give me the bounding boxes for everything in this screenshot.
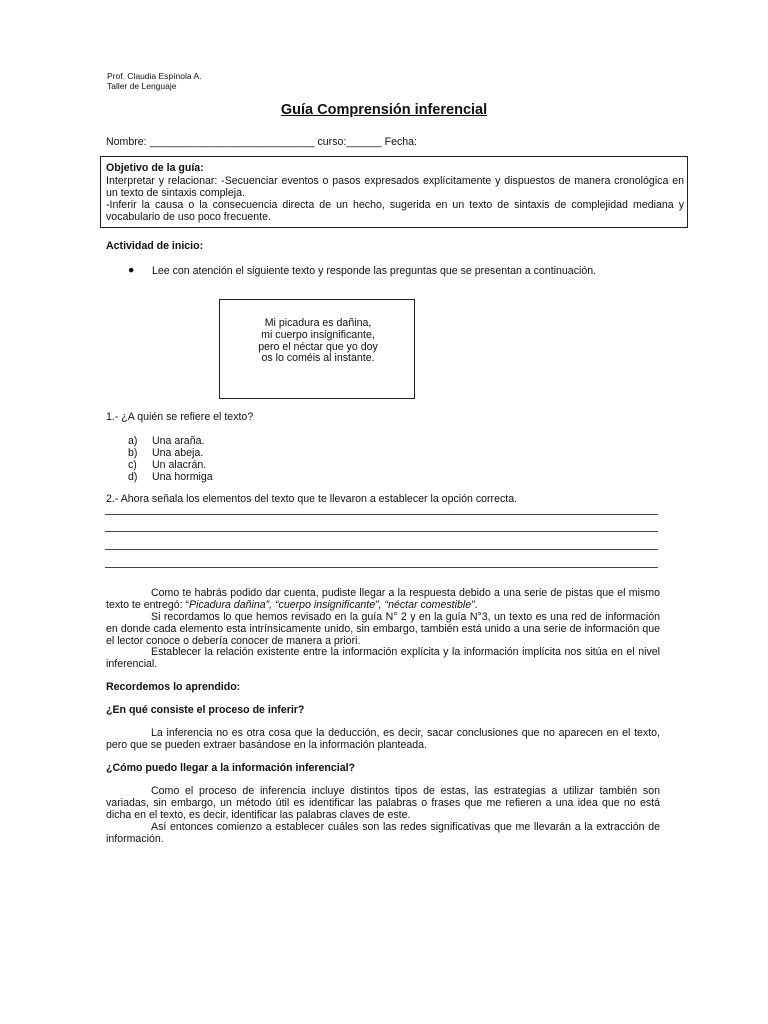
option-d <box>128 471 328 483</box>
objective-heading: Objetivo de la guía: <box>106 162 204 174</box>
option-key: c) <box>128 459 137 471</box>
teacher-name: Prof. Claudia Espínola A. <box>107 71 202 81</box>
bullet-dot: ● <box>128 264 135 276</box>
option-label: Un alacrán. <box>152 459 207 471</box>
how-paragraph-1: Como el proceso de inferencia incluye distintos tipos de estas, las estrategias a utilizar también son variadas, sin embargo, un método útil es identificar las palabras o frases que me refieren a una idea que no está dicha en el texto, es decir, identificar las palabras claves de este. <box>106 785 660 821</box>
activity-instruction: Lee con atención el siguiente texto y responde las preguntas que se presentan a continuación. <box>152 265 597 277</box>
option-key: a) <box>128 435 138 447</box>
answer-line <box>105 549 658 550</box>
infer-question-heading: ¿En qué consiste el proceso de inferir? <box>106 704 305 716</box>
page-title: Guía Comprensión inferencial <box>280 102 488 118</box>
option-key: b) <box>128 447 138 459</box>
objective-text-1: Interpretar y relacionar: -Secuenciar eventos o pasos expresados explícitamente y dispuestos de manera cronológica en un texto de sintaxis compleja. <box>106 175 684 199</box>
explanation-paragraph-1 <box>106 587 660 611</box>
poem-text <box>220 318 416 365</box>
student-form-line: Nombre: ____________________________ curso:______ Fecha: <box>106 136 418 148</box>
explanation-paragraph-3: Establecer la relación existente entre la información explícita y la información implícita nos sitúa en el nivel inferencial. <box>106 646 660 670</box>
answer-line <box>105 531 658 532</box>
objective-text-2: -Inferir la causa o la consecuencia directa de un hecho, sugerida en un texto de sintaxis de complejidad mediana y vocabulario de uso poco frecuente. <box>106 199 684 223</box>
option-a <box>128 435 328 447</box>
course-name: Taller de Lenguaje <box>107 81 177 91</box>
objective-box <box>100 156 688 228</box>
poem-line-4: os lo coméis al instante. <box>261 352 375 365</box>
activity-heading: Actividad de inicio: <box>106 240 204 252</box>
clue-words: Picadura dañina”, “cuerpo insignificante”, “néctar comestible” <box>189 599 475 611</box>
explanation-end: . <box>474 599 478 611</box>
option-b <box>128 447 328 459</box>
explanation-text: Como te habrás podido dar cuenta, pudiste llegar a la respuesta debido a una serie de pistas que el mismo texto te entregó: “ <box>106 587 660 611</box>
poem-line-1: Mi picadura es dañina, <box>264 317 372 329</box>
option-c <box>128 459 328 471</box>
question-1: 1.- ¿A quién se refiere el texto? <box>106 411 254 423</box>
answer-line <box>105 567 658 568</box>
answer-options <box>128 435 328 483</box>
explanation-paragraph-2: Si recordamos lo que hemos revisado en la guía N° 2 y en la guía N°3, un texto es una red de información en donde cada elemento esta intrínsicamente unido, sin embargo, también está unido a una serie de información que el lector conoce o debería conocer de manera a priori. <box>106 611 660 647</box>
how-paragraph-2: Así entonces comienzo a establecer cuáles son las redes significativas que me llevarán a la extracción de información. <box>106 821 660 845</box>
question-2: 2.- Ahora señala los elementos del texto que te llevaron a establecer la opción correcta. <box>106 493 518 505</box>
answer-line <box>105 514 658 515</box>
poem-line-2: mi cuerpo insignificante, <box>261 328 375 341</box>
option-label: Una hormiga <box>152 471 213 483</box>
poem-box <box>219 299 415 399</box>
recap-heading: Recordemos lo aprendido: <box>106 681 241 693</box>
infer-answer-paragraph: La inferencia no es otra cosa que la deducción, es decir, sacar conclusiones que no aparecen en el texto, pero que se pueden extraer basándose en la información planteada. <box>106 727 660 751</box>
option-label: Una araña. <box>152 435 205 447</box>
option-label: Una abeja. <box>152 447 204 459</box>
poem-line-3: pero el néctar que yo doy <box>258 340 378 353</box>
option-key: d) <box>128 471 138 483</box>
how-question-heading: ¿Cómo puedo llegar a la información inferencial? <box>106 762 355 774</box>
